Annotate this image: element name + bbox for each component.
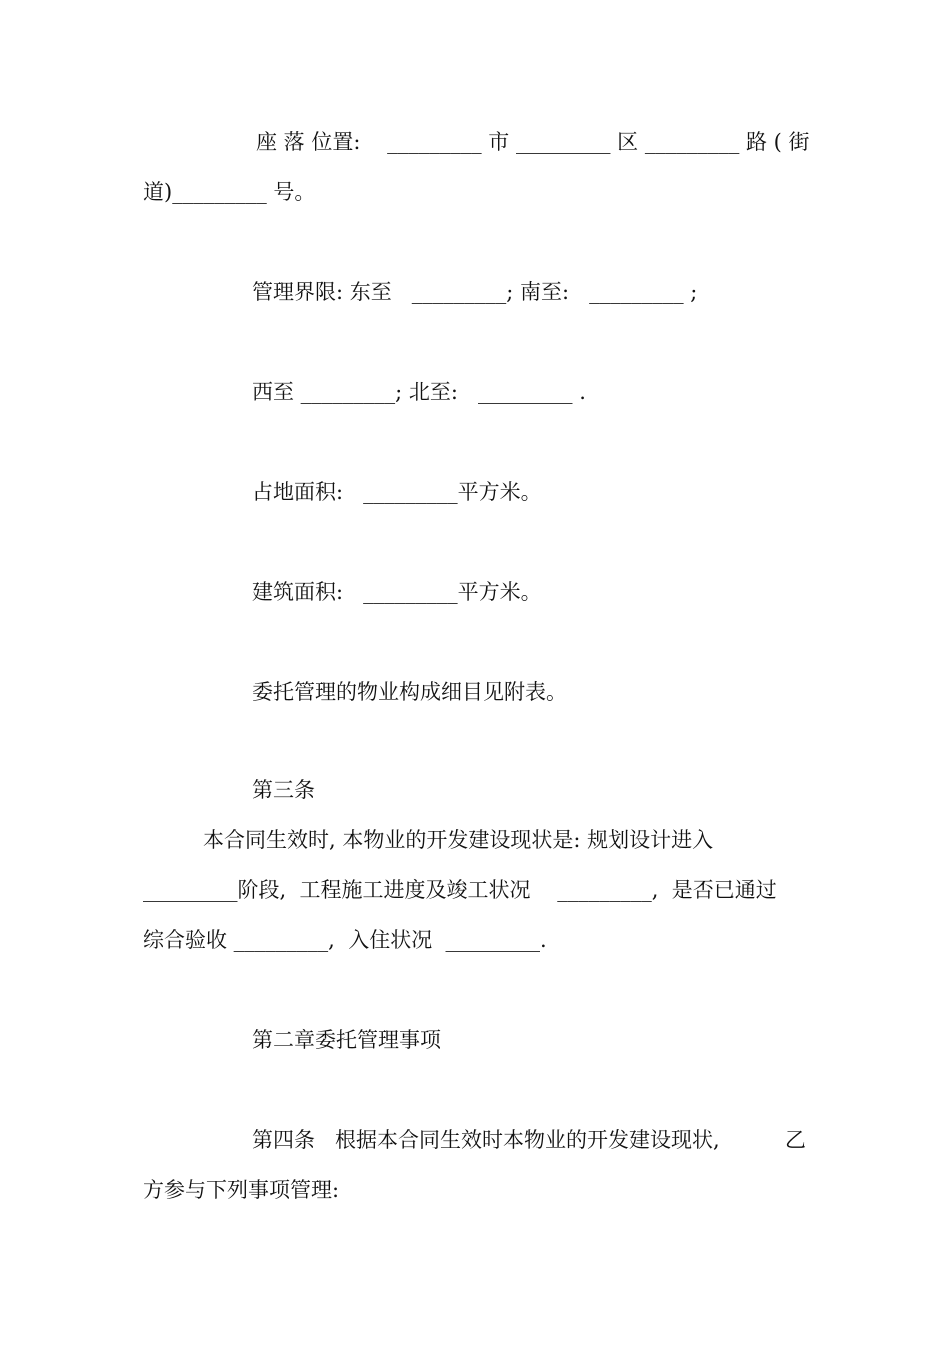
article-3-text-2: _________阶段, 工程施工进度及竣工状况 _________, 是否已通过 [143,878,777,902]
article-3-text-1: 本合同生效时, 本物业的开发建设现状是: 规划设计进入 [203,828,714,852]
article-3-text-3: 综合验收 _________, 入住状况 _________. [143,928,547,952]
location-line: 座 落 位置: _________ 市 _________ 区 _________ 路 ( 街 [256,130,810,154]
land-area-line: 占地面积: _________平方米。 [252,480,542,504]
article-4-text-1: 第四条 根据本合同生效时本物业的开发建设现状, [252,1128,720,1152]
chapter-2-heading: 第二章委托管理事项 [252,1028,441,1052]
article-4-text-2: 方参与下列事项管理: [143,1178,340,1202]
building-area-line: 建筑面积: _________平方米。 [252,580,542,604]
boundary-line-2: 西至 _________; 北至: _________ . [252,380,586,404]
schedule-note: 委托管理的物业构成细目见附表。 [252,680,567,704]
boundary-line-1: 管理界限: 东至 _________; 南至: _________ ; [252,280,698,304]
article-3-heading: 第三条 [252,778,315,802]
article-4-text-1-end: 乙 [785,1128,806,1152]
location-line-cont: 道)_________ 号。 [143,180,316,204]
